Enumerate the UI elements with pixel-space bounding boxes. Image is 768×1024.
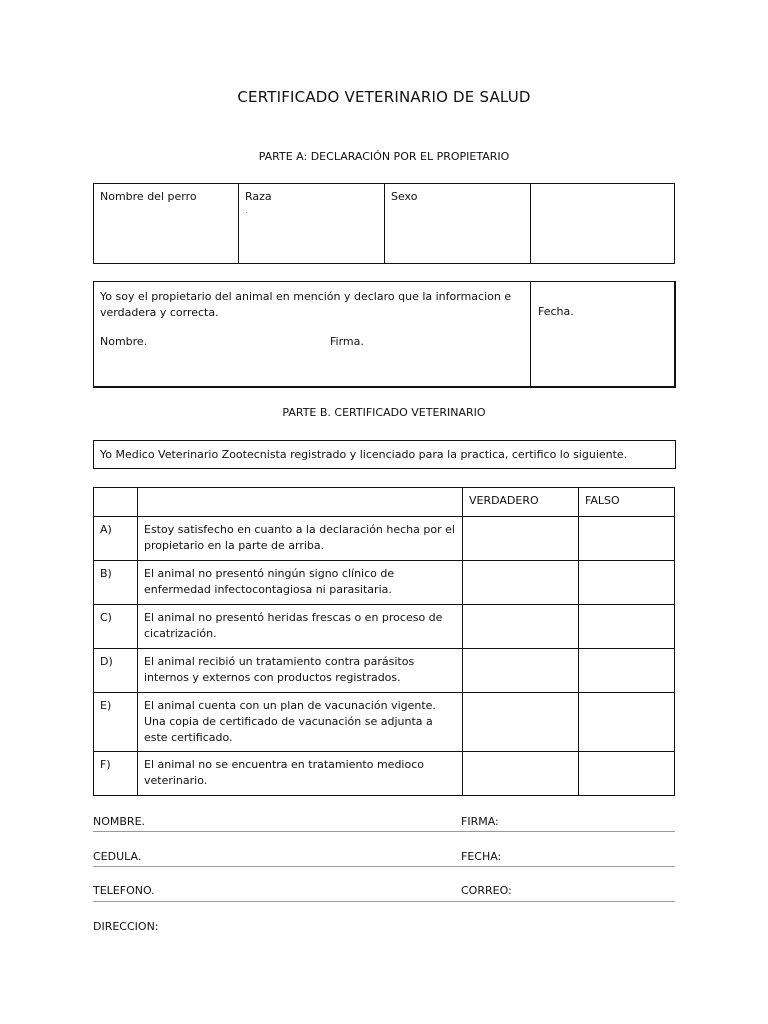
false-checkbox-cell[interactable] — [579, 517, 675, 561]
vet-signature-label: FIRMA: — [461, 815, 499, 828]
table-row — [94, 752, 675, 796]
page-title: CERTIFICADO VETERINARIO DE SALUD — [237, 88, 531, 106]
pet-name-label: Nombre del perro — [100, 190, 197, 203]
table-row — [94, 561, 675, 605]
true-checkbox-cell[interactable] — [463, 752, 579, 796]
row-text: El animal recibió un tratamiento contra parásitos internos y externos con productos registrados. — [138, 649, 463, 693]
true-checkbox-cell[interactable] — [463, 693, 579, 752]
declaration-text: Yo soy el propietario del animal en mención y declaro que la informacion e verdadera y correcta. — [100, 290, 512, 319]
cedula-label: CEDULA. — [93, 850, 142, 863]
false-checkbox-cell[interactable] — [579, 693, 675, 752]
row-letter: A) — [94, 517, 138, 561]
table-row — [94, 649, 675, 693]
row-text: El animal cuenta con un plan de vacunación vigente. Una copia de certificado de vacunación se adjunta a este certificado. — [138, 693, 463, 752]
table-row — [94, 517, 675, 561]
phone-label: TELEFONO. — [93, 884, 155, 897]
breed-label: Raza — [245, 190, 272, 203]
vet-name-label: NOMBRE. — [93, 815, 146, 828]
pet-info-table — [93, 183, 675, 264]
owner-signature-label: Firma. — [330, 335, 364, 348]
false-checkbox-cell[interactable] — [579, 561, 675, 605]
owner-name-label: Nombre. — [100, 335, 148, 348]
row-text: El animal no presentó ningún signo clínico de enfermedad infectocontagiosa ni parasitaria. — [138, 561, 463, 605]
vet-date-label: FECHA: — [461, 850, 502, 863]
header-true: VERDADERO — [463, 488, 579, 517]
true-checkbox-cell[interactable] — [463, 605, 579, 649]
declaration-date-label: Fecha. — [538, 305, 574, 318]
header-empty-letter — [94, 488, 138, 517]
false-checkbox-cell[interactable] — [579, 752, 675, 796]
row-letter: C) — [94, 605, 138, 649]
false-checkbox-cell[interactable] — [579, 605, 675, 649]
false-checkbox-cell[interactable] — [579, 649, 675, 693]
row-text: Estoy satisfecho en cuanto a la declaración hecha por el propietario en la parte de arriba. — [138, 517, 463, 561]
row-text: El animal no presentó heridas frescas o en proceso de cicatrización. — [138, 605, 463, 649]
true-checkbox-cell[interactable] — [463, 561, 579, 605]
true-checkbox-cell[interactable] — [463, 517, 579, 561]
table-row — [94, 693, 675, 752]
header-false: FALSO — [579, 488, 675, 517]
owner-declaration-box — [93, 281, 676, 388]
table-row — [94, 605, 675, 649]
row-letter: D) — [94, 649, 138, 693]
vet-statement-text: Yo Medico Veterinario Zootecnista registrado y licenciado para la practica, certifico lo siguiente. — [100, 448, 628, 461]
part-a-heading: PARTE A: DECLARACIÓN POR EL PROPIETARIO — [258, 150, 510, 163]
header-empty-text — [138, 488, 463, 517]
row-letter: E) — [94, 693, 138, 752]
part-b-heading: PARTE B. CERTIFICADO VETERINARIO — [282, 406, 486, 419]
row-letter: F) — [94, 752, 138, 796]
breed-cell[interactable] — [239, 184, 385, 264]
certification-table — [93, 487, 675, 796]
true-checkbox-cell[interactable] — [463, 649, 579, 693]
pet-name-cell[interactable] — [94, 184, 239, 264]
cedula-line[interactable] — [93, 866, 675, 867]
vet-name-line[interactable] — [93, 831, 675, 832]
phone-line[interactable] — [93, 901, 675, 902]
extra-cell[interactable] — [531, 184, 675, 264]
breed-mark: . — [245, 206, 248, 216]
email-label: CORREO: — [461, 884, 512, 897]
sex-label: Sexo — [391, 190, 418, 203]
vet-statement-box — [93, 440, 676, 469]
row-text: El animal no se encuentra en tratamiento medioco veterinario. — [138, 752, 463, 796]
row-letter: B) — [94, 561, 138, 605]
declaration-divider — [530, 282, 531, 386]
address-label: DIRECCION: — [93, 920, 159, 933]
sex-cell[interactable] — [385, 184, 531, 264]
